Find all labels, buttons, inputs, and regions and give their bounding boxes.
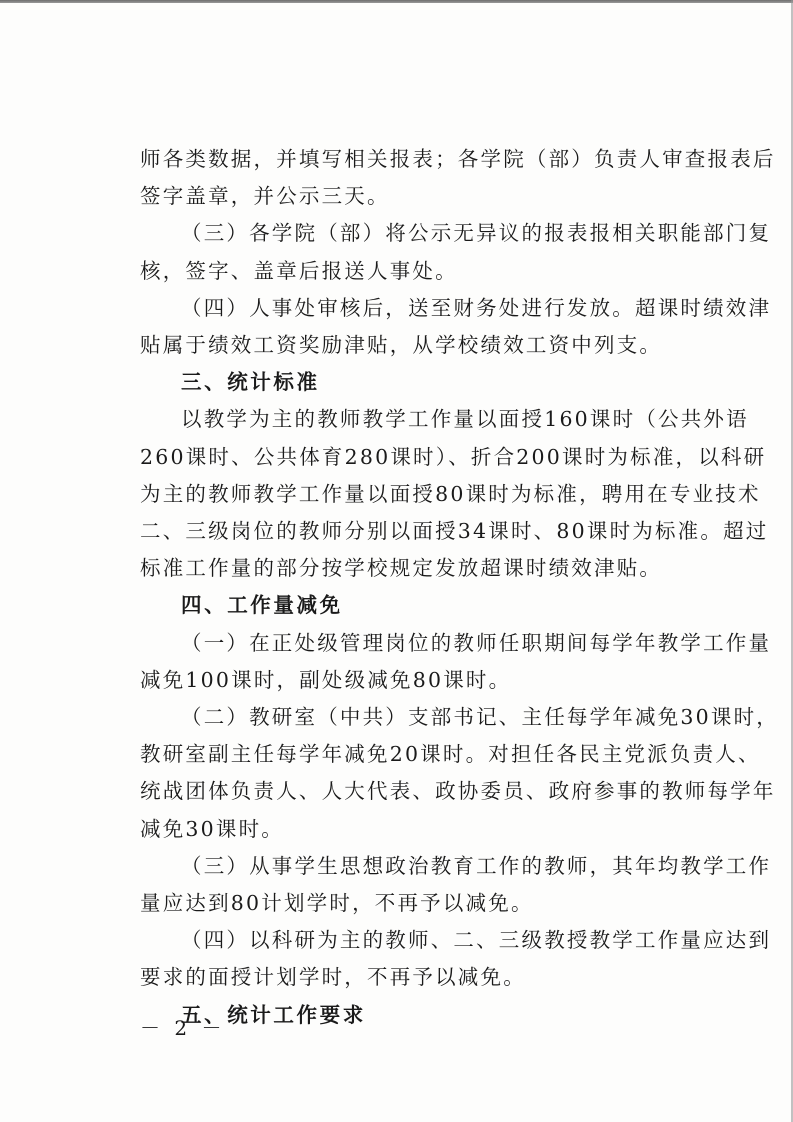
section-heading-4: 四、工作量减免 <box>181 593 343 618</box>
standard-line-2: 260课时、公共体育280课时）、折合200课时为标准，以科研 <box>140 444 767 469</box>
body-line-1: 师各类数据，并填写相关报表；各学院（部）负责人审查报表后 <box>140 147 776 171</box>
standard-line-1: 以教学为主的教师教学工作量以面授160课时（公共外语 <box>181 407 749 432</box>
reduction-2-line-3: 统战团体负责人、人大代表、政协委员、政府参事的教师每学年 <box>140 779 776 804</box>
reduction-1-line-1: （一）在正处级管理岗位的教师任职期间每学年教学工作量 <box>181 630 772 655</box>
reduction-2-line-2: 教研室副主任每学年减免20课时。对担任各民主党派负责人、 <box>140 742 761 767</box>
reduction-3-line-1: （三）从事学生思想政治教育工作的教师，其年均教学工作 <box>181 853 772 878</box>
paragraph-3-line-2: 核，签字、盖章后报送人事处。 <box>140 258 458 283</box>
standard-line-3: 为主的教师教学工作量以面授80课时为标准，聘用在专业技术 <box>140 481 761 506</box>
scan-edge-top <box>0 0 793 3</box>
page-number: － 2 － <box>140 1016 226 1040</box>
reduction-4-line-2: 要求的面授计划学时，不再予以减免。 <box>140 965 526 990</box>
standard-line-4: 二、三级岗位的教师分别以面授34课时、80课时为标准。超过 <box>140 519 769 544</box>
reduction-1-line-2: 减免100课时，副处级减免80课时。 <box>140 667 512 692</box>
standard-line-5: 标准工作量的部分按学校规定发放超课时绩效津贴。 <box>140 556 663 581</box>
reduction-2-line-4: 减免30课时。 <box>140 816 284 841</box>
paragraph-4-line-2: 贴属于绩效工资奖励津贴，从学校绩效工资中列支。 <box>140 333 663 358</box>
body-line-2: 签字盖章，并公示三天。 <box>140 184 390 209</box>
reduction-4-line-1: （四）以科研为主的教师、二、三级教授教学工作量应达到 <box>181 928 772 953</box>
paragraph-3-line-1: （三）各学院（部）将公示无异议的报表报相关职能部门复 <box>181 221 772 246</box>
paragraph-4-line-1: （四）人事处审核后，送至财务处进行发放。超课时绩效津 <box>181 295 772 320</box>
section-heading-5: 五、统计工作要求 <box>181 1002 366 1027</box>
section-heading-3: 三、统计标准 <box>181 370 320 395</box>
document-body <box>140 141 779 1034</box>
reduction-3-line-2: 量应达到80计划学时，不再予以减免。 <box>140 891 534 916</box>
reduction-2-line-1: （二）教研室（中共）支部书记、主任每学年减免30课时， <box>181 705 779 730</box>
